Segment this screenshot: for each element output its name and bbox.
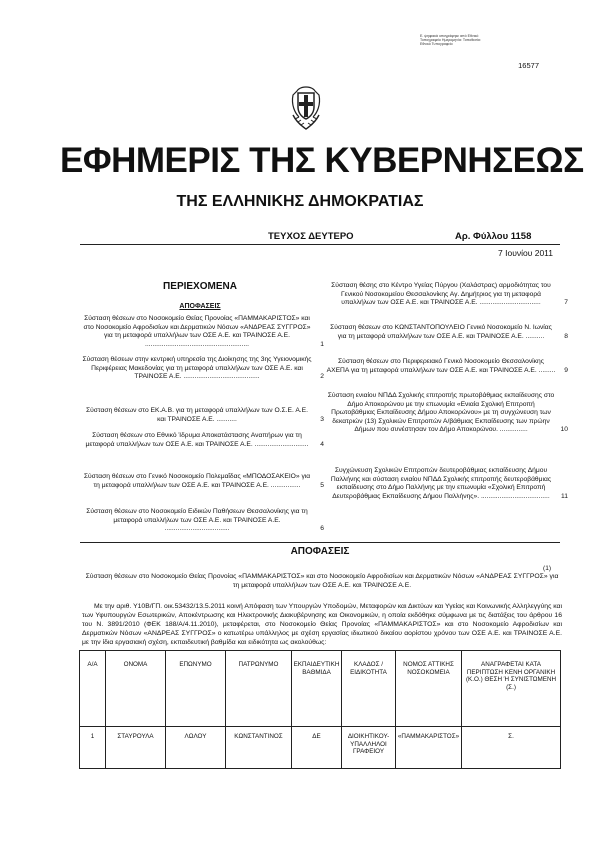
table-cell: ΔΕ — [292, 727, 342, 769]
toc-entry[interactable]: Σύσταση ενιαίου ΝΠΔΔ Σχολικής επιτροπής πρωτοβάθμιας εκπαίδευσης στο Δήμο Αποκορώνου με την επωνυμία «Ενιαία Σχολική Επιτροπή Πρωτοβάθμιας Εκπαίδευσης Δήμου Αποκορώνου» με τη συγχώνευση των δεκατριών (13) Σχολικών Επιτροπών Α/βάθμιας Εκπαίδευσης των πρώην Δήμων που συνέστησαν τον Δήμο Αποκορώνου. ............... 10 — [327, 392, 568, 433]
decisions-title: ΑΠΟΦΑΣΕΙΣ — [290, 546, 350, 557]
toc-entry[interactable]: Σύσταση θέσεων στο Νοσοκομείο Θείας Προνοίας «ΠΑΜΜΑΚΑΡΙΣΤΟΣ» και στο Νοσοκομείο Αφροδισίων και Δερματικών Νόσων «ΑΝΔΡΕΑΣ ΣΥΓΓΡΟΣ» για τη μεταφορά υπαλλήλων των ΟΣΕ Α.Ε. και ΤΡΑΙΝΟΣΕ Α.Ε. ........................................................ 1 — [83, 315, 324, 348]
decision-heading: Σύσταση θέσεων στο Νοσοκομείο Θείας Προνοίας «ΠΑΜΜΑΚΑΡΙΣΤΟΣ» και στο Νοσοκομείο Αφροδισίων και Δερματικών Νόσων «ΑΝΔΡΕΑΣ ΣΥΓΓΡΟΣ» για τη μεταφορά υπαλλήλων των ΟΣΕ Α.Ε. και ΤΡΑΙΝΟΣΕ Α.Ε. — [85, 573, 559, 589]
page-number: 16577 — [518, 61, 539, 70]
toc-subtitle: ΑΠΟΦΑΣΕΙΣ — [179, 303, 221, 310]
employee-table — [79, 650, 561, 769]
toc-entry[interactable]: Σύσταση θέσεων στο Περιφερειακό Γενικό Νοσοκομείο Θεσσαλονίκης ΑΧΕΠΑ για τη μεταφορά υπαλλήλων των ΟΣΕ Α.Ε. και ΤΡΑΙΝΟΣΕ Α.Ε. ......... 9 — [326, 358, 568, 374]
table-cell: ΔΙΟΙΚΗΤΙΚΟΥ-ΥΠΑΛΛΗΛΟΙ ΓΡΑΦΕΙΟΥ — [342, 727, 396, 769]
toc-entry[interactable]: Συγχώνευση Σχολικών Επιτροπών δευτεροβάθμιας εκπαίδευσης Δήμου Παλλήνης και σύσταση ενιαίου ΝΠΔΔ Σχολικής επιτροπής δευτεροβάθμιας εκπαίδευσης στο Δήμο Παλλήνης με την επωνυμία «Σχολική Επιτροπή Δευτεροβάθμιας Εκπαίδευσης Δήμου Παλλήνης». ..................................... 11 — [330, 467, 568, 500]
column-header: ΑΝΑΓΡΑΦΕΤΑΙ ΚΑΤΑ ΠΕΡΙΠΤΩΣΗ ΚΕΝΗ ΟΡΓΑΝΙΚΗ (Κ.Ο.) ΘΕΣΗ Ή ΣΥΝΙΣΤΩΜΕΝΗ (Σ.) — [462, 651, 561, 727]
greek-coat-of-arms-icon — [287, 85, 325, 131]
table-cell: 1 — [80, 727, 106, 769]
table-header-row — [80, 651, 561, 727]
table-row — [80, 727, 561, 769]
toc-entry[interactable]: Σύσταση θέσεων στο Γενικό Νοσοκομείο Πολεμαΐδας «ΜΠΟΔΟΣΑΚΕΙΟ» για τη μεταφορά υπαλλήλων των ΟΣΕ Α.Ε. και ΤΡΑΙΝΟΣΕ Α.Ε. ................ 5 — [83, 473, 324, 489]
table-cell: ΣΤΑΥΡΟΥΛΑ — [106, 727, 166, 769]
column-header: ΝΟΜΟΣ ΑΤΤΙΚΗΣ ΝΟΣΟΚΟΜΕΙΑ — [396, 651, 462, 727]
toc-entry[interactable]: Σύσταση θέσεων στο ΕΚ.Α.Β. για τη μεταφορά υπαλλήλων των Ο.Σ.Ε. Α.Ε. και ΤΡΑΙΝΟΣΕ Α.Ε. ........... 3 — [86, 407, 324, 423]
issue-type: ΤΕΥΧΟΣ ΔΕΥΤΕΡΟ — [268, 231, 354, 242]
decision-number: (1) — [543, 565, 551, 572]
decision-body: Με την αριθ. Υ10Β/ΓΠ. οικ.53432/13.5.2011 κοινή Απόφαση των Υπουργών Υποδομών, Μεταφορών και Δικτύων και Υγείας και Κοινωνικής Αλληλεγγύης και των Υφυπουργών Εσωτερικών, Αποκέντρωσης και Ηλεκτρονικής Διακυβέρνησης και Οικονομικών, η οποία εκδόθηκε σύμφωνα με τις διατάξεις του άρθρου 16 του Ν. 3891/2010 (ΦΕΚ 188/Α/4.11.2010), μεταφέρεται, στο Νοσοκομείο Θείας Προνοίας «ΠΑΜΜΑΚΑΡΙΣΤΟΣ» και στο Νοσοκομείο Αφροδισίων και Δερματικών Νόσων «ΑΝΔΡΕΑΣ ΣΥΓΓΡΟΣ» ο κατωτέρω υπάλληλος με σχέση εργασίας ιδιωτικού δικαίου αορίστου χρόνου των ΟΣΕ Α.Ε. και ΤΡΑΙΝΟΣΕ Α.Ε. με την ίδια εργασιακή σχέση, εκπαιδευτική βαθμίδα και ειδικότητα ως ακολούθως: — [82, 603, 562, 646]
sheet-number: Αρ. Φύλλου 1158 — [455, 231, 532, 242]
column-header: Α/Α — [80, 651, 106, 727]
table-cell: Σ. — [462, 727, 561, 769]
issue-date: 7 Ιουνίου 2011 — [498, 248, 553, 258]
divider — [80, 542, 560, 543]
toc-title: ΠΕΡΙΕΧΟΜΕΝΑ — [163, 281, 237, 292]
column-header: ΕΚΠΑΙΔΕΥΤΙΚΗ ΒΑΘΜΙΔΑ — [292, 651, 342, 727]
toc-entry[interactable]: Σύσταση θέσης στο Κέντρο Υγείας Πύργου (Χαλάστρας) αρμοδιότητας του Γενικού Νοσοκομείου Θεσσαλονίκης Αγ. Δημήτριος για τη μεταφορά υπαλλήλων των ΟΣΕ Α.Ε. και ΤΡΑΙΝΟΣΕ Α.Ε. ................................. 7 — [331, 282, 568, 306]
table-cell: ΛΩΛΟΥ — [166, 727, 226, 769]
toc-entry[interactable]: Σύσταση θέσεων στην κεντρική υπηρεσία της Διοίκησης της 3ης Υγειονομικής Περιφέρειας Μακεδονίας για τη μεταφορά υπαλλήλων των ΟΣΕ Α.Ε. και ΤΡΑΙΝΟΣΕ Α.Ε. ......................................... 2 — [82, 356, 324, 380]
toc-entry[interactable]: Σύσταση θέσεων στο Εθνικό Ίδρυμα Αποκατάστασης Αναπήρων για τη μεταφορά υπαλλήλων των ΟΣΕ Α.Ε. και ΤΡΑΙΝΟΣΕ Α.Ε. ............................. 4 — [85, 432, 324, 448]
column-header: ΟΝΟΜΑ — [106, 651, 166, 727]
table-cell: ΚΩΝΣΤΑΝΤΙΝΟΣ — [226, 727, 292, 769]
toc-entry[interactable]: Σύσταση θέσεων στο Νοσοκομείο Ειδικών Παθήσεων Θεσσαλονίκης για τη μεταφορά υπαλλήλων των ΟΣΕ Α.Ε. και ΤΡΑΙΝΟΣΕ Α.Ε. ................................... 6 — [86, 508, 324, 532]
column-header: ΕΠΩΝΥΜΟ — [166, 651, 226, 727]
toc-entry[interactable]: Σύσταση θέσεων στο ΚΩΝΣΤΑΝΤΟΠΟΥΛΕΙΟ Γενικό Νοσοκομείο Ν. Ιωνίας για τη μεταφορά υπαλλήλων των ΟΣΕ Α.Ε. και ΤΡΑΙΝΟΣΕ Α.Ε. .......... 8 — [330, 324, 568, 340]
gazette-subtitle: ΤΗΣ ΕΛΛΗΝΙΚΗΣ ΔΗΜΟΚΡΑΤΙΑΣ — [176, 193, 424, 210]
gazette-title: ΕΦΗΜΕΡΙΣ ΤΗΣ ΚΥΒΕΡΝΗΣΕΩΣ — [60, 141, 584, 180]
digital-signature-stamp: Ε. ψηφιακά υπογράφηκε από Εθνικό Τυπογραφείο Ημερομηνία: Τοποθεσία: Εθνικό Τυπογραφείο — [420, 34, 481, 47]
divider — [80, 244, 560, 245]
table-cell: «ΠΑΜΜΑΚΑΡΙΣΤΟΣ» — [396, 727, 462, 769]
column-header: ΠΑΤΡΩΝΥΜΟ — [226, 651, 292, 727]
column-header: ΚΛΑΔΟΣ / ΕΙΔΙΚΟΤΗΤΑ — [342, 651, 396, 727]
